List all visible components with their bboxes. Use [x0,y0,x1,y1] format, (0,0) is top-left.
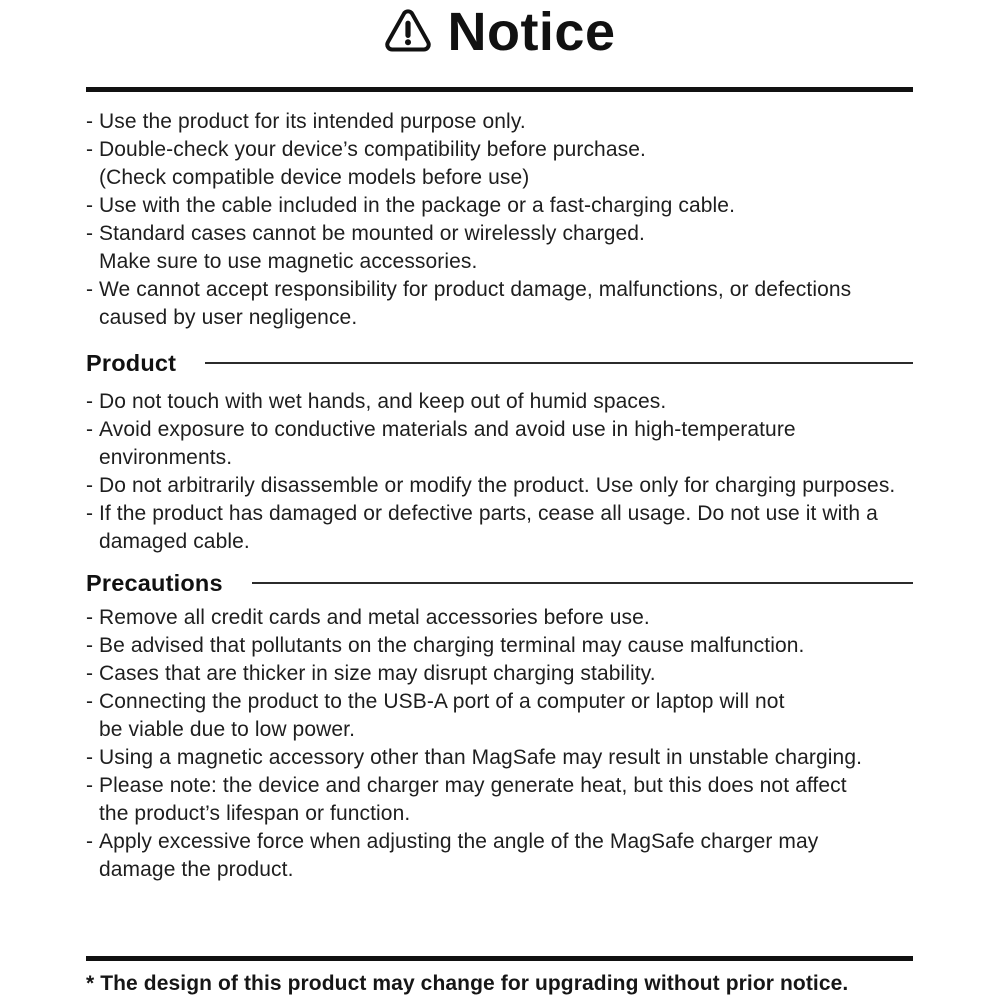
bullet-dash: - [86,138,94,161]
notice-footer [86,956,913,998]
precautions-list [86,604,913,884]
list-item-text: Avoid exposure to conductive materials and avoid use in high-temperature [99,418,796,441]
intro-list [86,108,913,332]
list-item [86,660,913,688]
list-item [86,304,913,332]
notice-header [86,0,913,62]
bullet-dash: - [86,662,94,685]
product-list [86,388,913,556]
heading-rule [205,362,913,364]
page-title: Notice [447,1,616,62]
product-heading-row [86,348,913,378]
bullet-dash: - [86,474,94,497]
list-item-text: Do not arbitrarily disassemble or modify the product. Use only for charging purposes. [99,474,896,497]
list-item [86,248,913,276]
intro-section [86,108,913,332]
list-item-text: Use the product for its intended purpose only. [99,110,526,133]
bullet-dash: - [86,634,94,657]
product-section [86,348,913,556]
list-item [86,716,913,744]
list-item [86,828,913,856]
bullet-dash: - [86,110,94,133]
bullet-indent [86,248,99,276]
list-item-text: the product’s lifespan or function. [99,802,411,825]
heading-rule [252,582,913,584]
list-item [86,388,913,416]
bullet-dash: - [86,830,94,853]
list-item [86,772,913,800]
bullet-indent [86,528,99,556]
warning-triangle-icon [383,9,433,55]
list-item-text: damage the product. [99,858,294,881]
list-item [86,744,913,772]
bullet-indent [86,800,99,828]
list-item [86,192,913,220]
list-item-text: caused by user negligence. [99,306,358,329]
list-item-text: Make sure to use magnetic accessories. [99,250,478,273]
list-item [86,688,913,716]
list-item-text: Connecting the product to the USB-A port of a computer or laptop will not [99,690,785,713]
list-item-text: Standard cases cannot be mounted or wirelessly charged. [99,222,645,245]
list-item [86,604,913,632]
list-item-text: Use with the cable included in the package or a fast-charging cable. [99,194,736,217]
list-item-text: Apply excessive force when adjusting the angle of the MagSafe charger may [99,830,819,853]
list-item-text: damaged cable. [99,530,250,553]
bullet-indent [86,856,99,884]
bullet-dash: - [86,774,94,797]
bullet-indent [86,164,99,192]
list-item [86,108,913,136]
list-item-text: Remove all credit cards and metal accessories before use. [99,606,650,629]
bullet-dash: - [86,222,94,245]
design-change-footnote: * The design of this product may change for upgrading without prior notice. [86,972,849,995]
list-item [86,856,913,884]
list-item-text: Please note: the device and charger may generate heat, but this does not affect [99,774,847,797]
list-item-text: If the product has damaged or defective parts, cease all usage. Do not use it with a [99,502,878,525]
bullet-indent [86,716,99,744]
list-item [86,136,913,164]
bullet-dash: - [86,418,94,441]
bullet-dash: - [86,278,94,301]
bullet-dash: - [86,502,94,525]
bullet-dash: - [86,690,94,713]
bullet-dash: - [86,746,94,769]
precautions-heading-row [86,568,913,598]
list-item [86,220,913,248]
list-item-text: Cases that are thicker in size may disrupt charging stability. [99,662,656,685]
list-item-text: (Check compatible device models before use) [99,166,530,189]
bullet-dash: - [86,390,94,413]
precautions-section [86,568,913,884]
bullet-dash: - [86,194,94,217]
bullet-dash: - [86,606,94,629]
section-heading-precautions: Precautions [86,569,223,596]
list-item [86,276,913,304]
list-item [86,472,913,500]
list-item-text: We cannot accept responsibility for product damage, malfunctions, or defections [99,278,852,301]
list-item-text: Do not touch with wet hands, and keep out of humid spaces. [99,390,667,413]
list-item [86,528,913,556]
section-heading-product: Product [86,349,177,376]
list-item-text: Using a magnetic accessory other than MagSafe may result in unstable charging. [99,746,863,769]
list-item [86,164,913,192]
list-item [86,416,913,444]
list-item-text: Be advised that pollutants on the charging terminal may cause malfunction. [99,634,805,657]
list-item-text: be viable due to low power. [99,718,356,741]
bullet-indent [86,304,99,332]
list-item [86,444,913,472]
bullet-indent [86,444,99,472]
list-item-text: environments. [99,446,233,469]
top-rule [86,87,913,92]
list-item [86,800,913,828]
list-item [86,500,913,528]
list-item-text: Double-check your device’s compatibility before purchase. [99,138,646,161]
list-item [86,632,913,660]
